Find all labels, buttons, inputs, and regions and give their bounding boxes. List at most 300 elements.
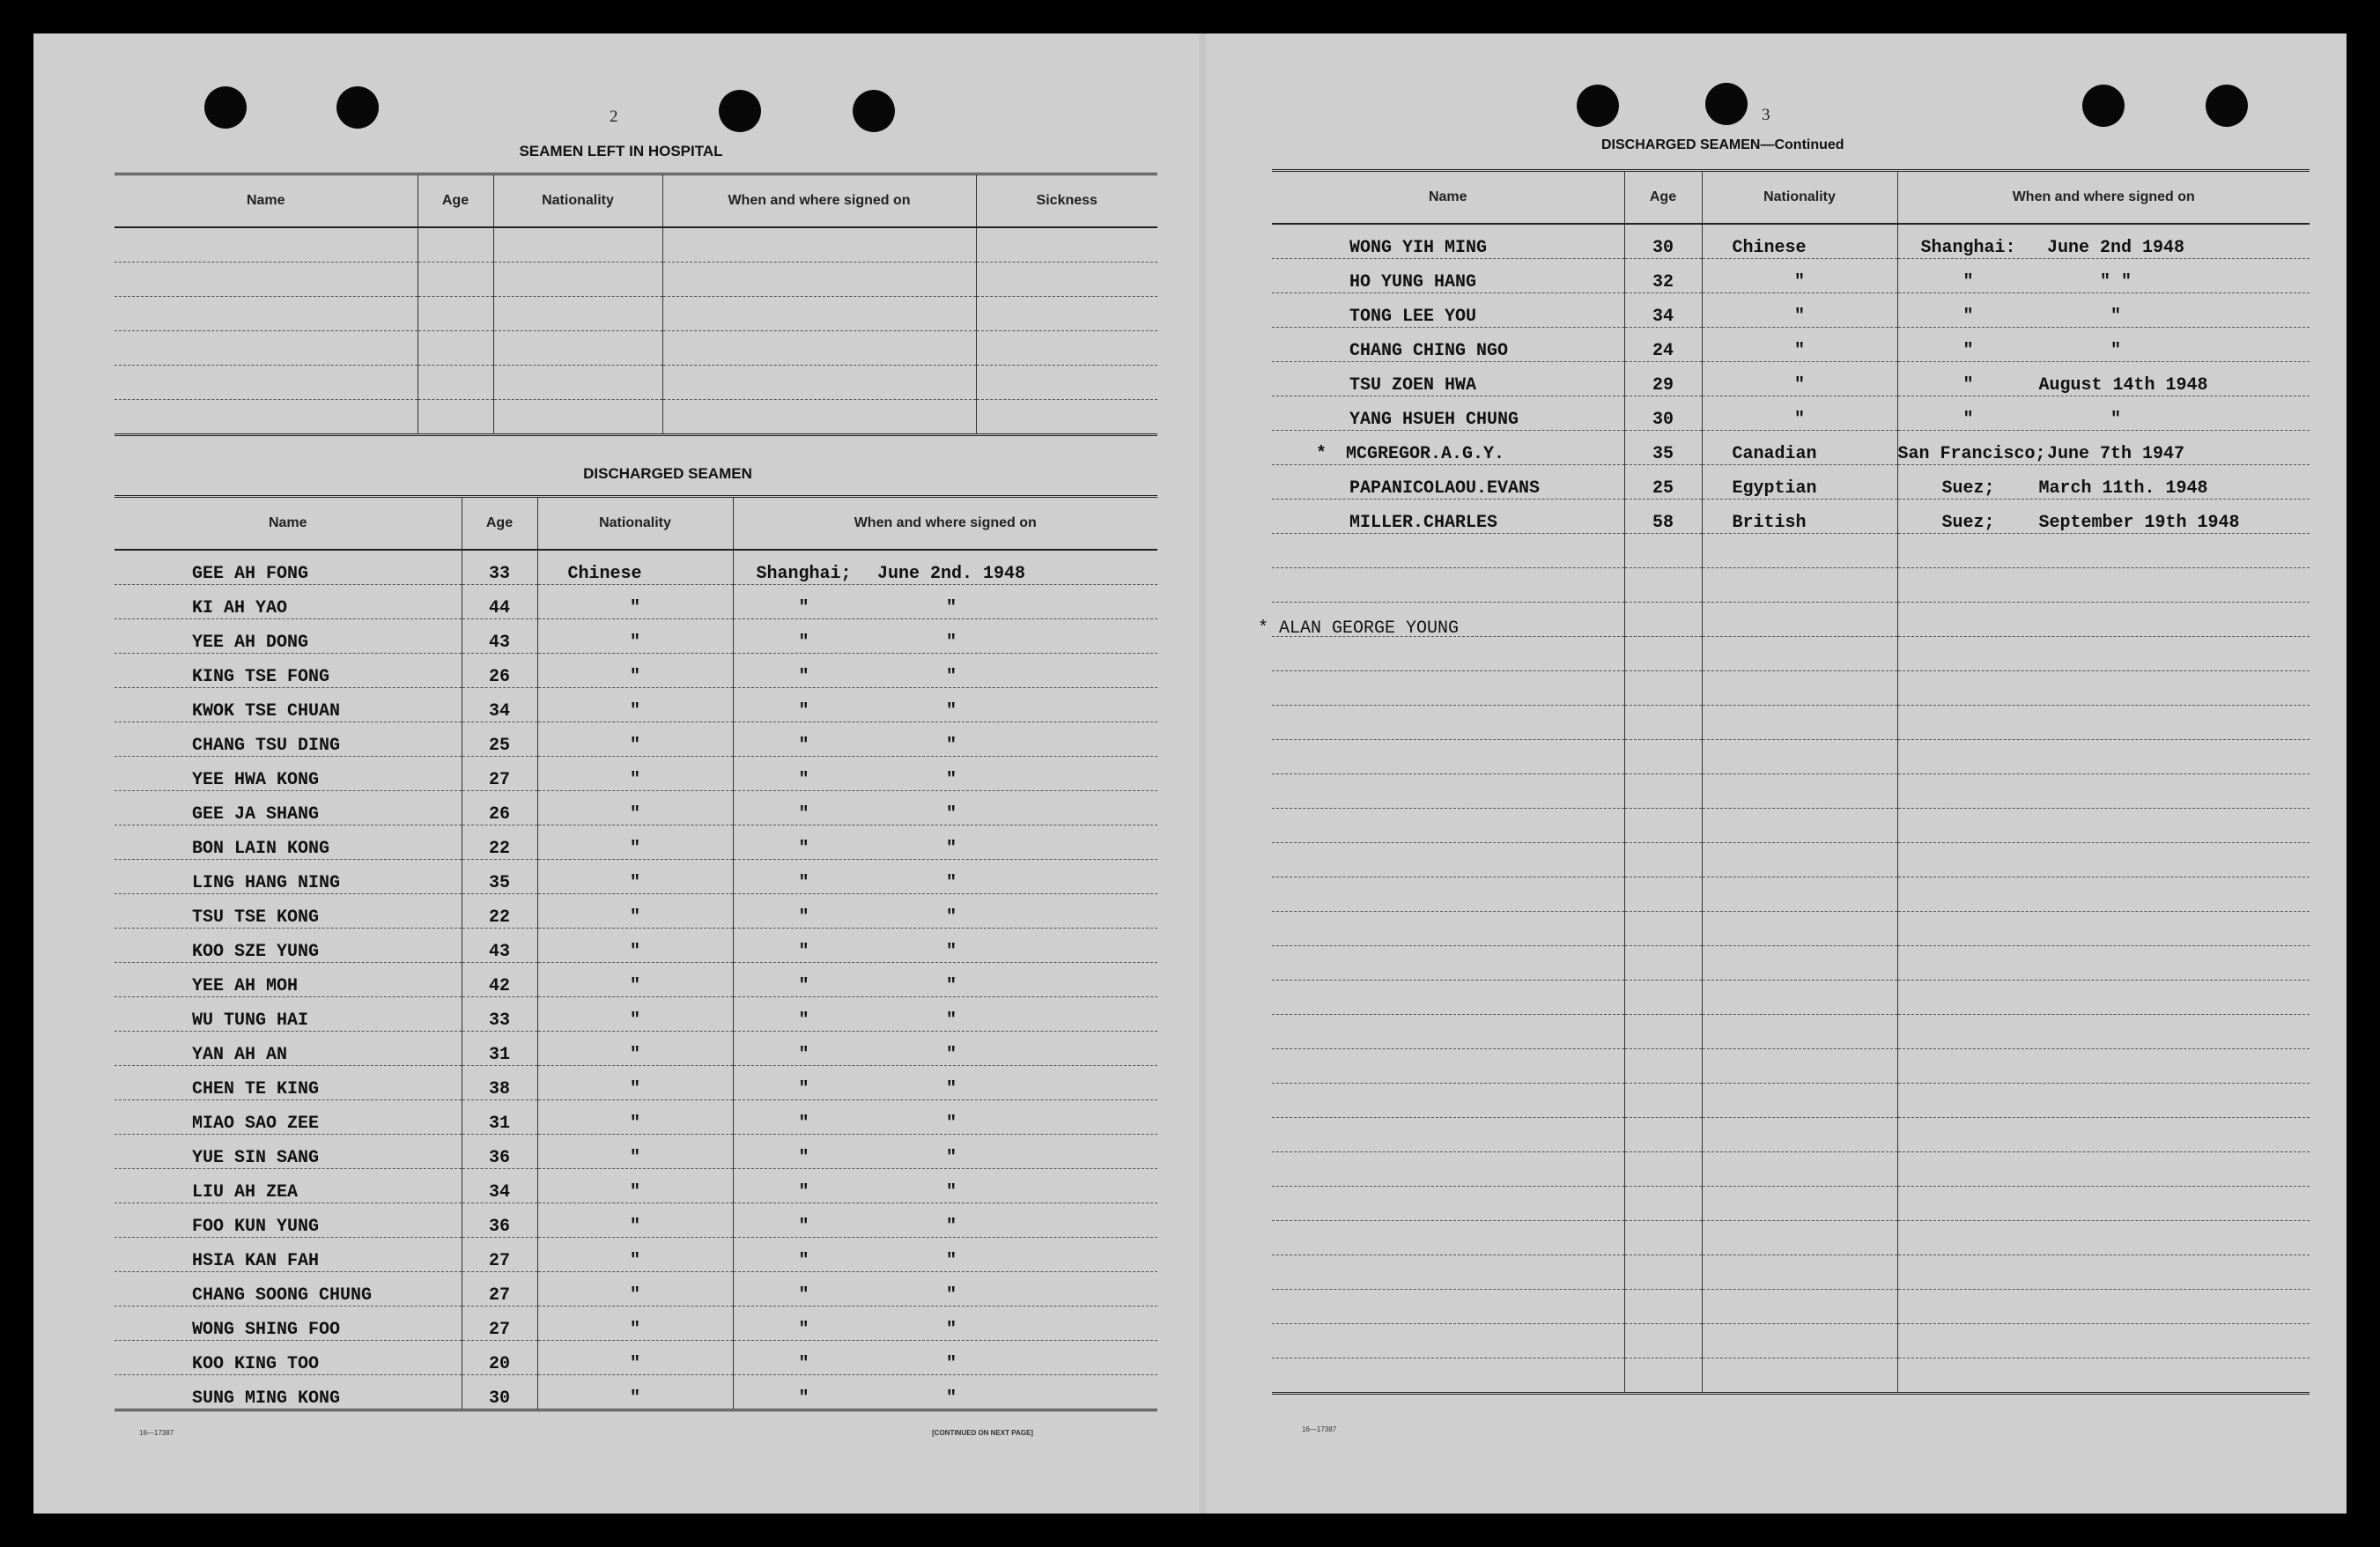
seaman-nationality: " xyxy=(537,619,733,654)
seaman-nationality: " xyxy=(537,1306,733,1341)
discharged-header-row xyxy=(115,497,1157,551)
seaman-name: SUNG MING KONG xyxy=(115,1375,462,1410)
empty-cell xyxy=(1897,1290,2310,1324)
empty-cell xyxy=(1897,603,2310,637)
page-number: 2 xyxy=(610,107,618,126)
seaman-nationality: " xyxy=(537,825,733,860)
empty-cell xyxy=(1624,1049,1702,1084)
col-header-name: Name xyxy=(1272,171,1624,225)
table-row xyxy=(1272,465,2310,500)
empty-row xyxy=(1272,981,2310,1015)
signed-on-place: Shanghai: xyxy=(1920,238,2016,258)
empty-row xyxy=(115,366,1157,400)
seaman-age: 44 xyxy=(462,585,537,619)
table-row xyxy=(1272,396,2310,431)
signed-on-cell xyxy=(733,929,1157,963)
discharged-table xyxy=(115,495,1157,1411)
signed-on-date: " xyxy=(2110,341,2121,361)
col-header-signed-on: When and where signed on xyxy=(662,174,976,228)
empty-cell xyxy=(1702,981,1897,1015)
seaman-age: 29 xyxy=(1624,362,1702,396)
empty-cell xyxy=(1702,1118,1897,1152)
punch-hole xyxy=(204,86,247,129)
empty-cell xyxy=(1272,1324,1624,1358)
seaman-age: 35 xyxy=(462,860,537,894)
signed-on-place: " xyxy=(1962,375,1974,396)
seaman-name: YUE SIN SANG xyxy=(115,1135,462,1169)
col-header-name: Name xyxy=(115,174,418,228)
signed-on-place: " xyxy=(798,1045,809,1065)
empty-cell xyxy=(1897,740,2310,774)
signed-on-date: " xyxy=(945,1388,957,1409)
page-fold xyxy=(1199,33,1206,1514)
seaman-name-cell xyxy=(1272,362,1624,396)
signed-on-date: " " xyxy=(2099,272,2132,292)
table-row xyxy=(115,619,1157,654)
empty-cell xyxy=(1272,877,1624,912)
document-sheet xyxy=(33,33,2347,1514)
col-header-age: Age xyxy=(1624,171,1702,225)
seaman-age: 34 xyxy=(1624,293,1702,328)
empty-cell xyxy=(1272,912,1624,946)
signed-on-place: " xyxy=(798,1251,809,1271)
seaman-name-cell xyxy=(1272,224,1624,259)
seaman-name: WONG YIH MING xyxy=(1349,238,1488,258)
empty-cell xyxy=(1272,1187,1624,1221)
table-row xyxy=(115,1135,1157,1169)
table-row xyxy=(1272,500,2310,534)
empty-cell xyxy=(1624,1255,1702,1290)
seaman-age: 22 xyxy=(462,894,537,929)
empty-row xyxy=(1272,1255,2310,1290)
signed-on-date: " xyxy=(945,1010,957,1031)
empty-cell xyxy=(1272,1221,1624,1255)
signed-on-date: September 19th 1948 xyxy=(2038,513,2240,533)
signed-on-place: " xyxy=(798,1320,809,1340)
seaman-name: KOO KING TOO xyxy=(115,1341,462,1375)
empty-row xyxy=(1272,1152,2310,1187)
signed-on-cell xyxy=(733,1375,1157,1410)
seaman-age: 27 xyxy=(462,1306,537,1341)
seaman-name: KWOK TSE CHUAN xyxy=(115,688,462,722)
seaman-age: 43 xyxy=(462,929,537,963)
asterisk-marker: * xyxy=(1316,444,1327,464)
table-row xyxy=(115,1066,1157,1100)
signed-on-place: Shanghai; xyxy=(756,564,852,584)
signed-on-date: " xyxy=(945,667,957,687)
empty-cell xyxy=(1702,877,1897,912)
empty-cell xyxy=(1272,1015,1624,1049)
empty-row xyxy=(1272,912,2310,946)
seaman-age: 33 xyxy=(462,997,537,1032)
seaman-name: WONG SHING FOO xyxy=(115,1306,462,1341)
table-row xyxy=(115,1341,1157,1375)
seaman-name: KOO SZE YUNG xyxy=(115,929,462,963)
empty-cell xyxy=(1272,1290,1624,1324)
signed-on-cell xyxy=(733,1272,1157,1306)
empty-cell xyxy=(1272,1049,1624,1084)
seaman-nationality: " xyxy=(1702,362,1897,396)
signed-on-cell xyxy=(1897,293,2310,328)
empty-row xyxy=(1272,706,2310,740)
empty-cell xyxy=(1897,1118,2310,1152)
table-row xyxy=(115,550,1157,585)
empty-cell xyxy=(1702,568,1897,603)
empty-row xyxy=(1272,1049,2310,1084)
seaman-age: 34 xyxy=(462,1169,537,1203)
signed-on-date: " xyxy=(945,1182,957,1203)
empty-cell xyxy=(1702,534,1897,568)
empty-row xyxy=(1272,809,2310,843)
seaman-nationality: Canadian xyxy=(1702,431,1897,465)
empty-row xyxy=(1272,671,2310,706)
seaman-nationality: " xyxy=(537,1375,733,1410)
seaman-name: PAPANICOLAOU.EVANS xyxy=(1349,478,1541,499)
seaman-nationality: " xyxy=(537,1066,733,1100)
seaman-age: 25 xyxy=(462,722,537,757)
signed-on-place: " xyxy=(1962,341,1974,361)
signed-on-place: " xyxy=(798,1079,809,1099)
signed-on-place: Suez; xyxy=(1941,513,1995,533)
signed-on-place: " xyxy=(798,942,809,962)
seaman-name: CHANG CHING NGO xyxy=(1349,341,1509,361)
signed-on-cell xyxy=(1897,224,2310,259)
signed-on-cell xyxy=(733,619,1157,654)
empty-cell xyxy=(1272,1152,1624,1187)
empty-row xyxy=(1272,1187,2310,1221)
table-row xyxy=(115,894,1157,929)
seaman-nationality: " xyxy=(537,1169,733,1203)
signed-on-place: " xyxy=(798,1388,809,1409)
signed-on-place: " xyxy=(798,701,809,722)
seaman-name-cell xyxy=(1272,431,1624,465)
seaman-name: HSIA KAN FAH xyxy=(115,1238,462,1272)
empty-cell xyxy=(1624,981,1702,1015)
seaman-age: 27 xyxy=(462,1272,537,1306)
signed-on-date: " xyxy=(945,633,957,653)
signed-on-cell xyxy=(733,1203,1157,1238)
empty-cell xyxy=(1702,603,1897,637)
signed-on-date: " xyxy=(945,1217,957,1237)
signed-on-date: " xyxy=(945,804,957,825)
signed-on-cell xyxy=(733,757,1157,791)
seaman-name: YAN AH AN xyxy=(115,1032,462,1066)
table-row xyxy=(115,722,1157,757)
empty-cell xyxy=(1624,946,1702,981)
signed-on-place: " xyxy=(1962,272,1974,292)
empty-cell xyxy=(1272,534,1624,568)
signed-on-date: June 7th 1947 xyxy=(2046,444,2185,464)
table-row xyxy=(1272,431,2310,465)
signed-on-date: " xyxy=(945,873,957,893)
hospital-section-title: SEAMEN LEFT IN HOSPITAL xyxy=(519,143,723,159)
seaman-age: 20 xyxy=(462,1341,537,1375)
seaman-name-cell xyxy=(1272,396,1624,431)
seaman-name: TSU ZOEN HWA xyxy=(1349,375,1477,396)
empty-cell xyxy=(1624,1084,1702,1118)
empty-cell xyxy=(1897,912,2310,946)
table-row xyxy=(115,1238,1157,1272)
signed-on-place: " xyxy=(1962,410,1974,430)
signed-on-cell xyxy=(733,585,1157,619)
empty-cell xyxy=(1702,1152,1897,1187)
empty-cell xyxy=(1624,877,1702,912)
signed-on-place: " xyxy=(798,1182,809,1203)
seaman-nationality: " xyxy=(537,791,733,825)
signed-on-date: " xyxy=(945,839,957,859)
empty-cell xyxy=(1272,568,1624,603)
empty-cell xyxy=(1624,603,1702,637)
seaman-nationality: " xyxy=(537,1272,733,1306)
footnote: * ALAN GEORGE YOUNG xyxy=(1258,618,1460,639)
empty-cell xyxy=(1702,1358,1897,1394)
empty-cell xyxy=(1897,671,2310,706)
table-row xyxy=(115,1272,1157,1306)
seaman-name: MILLER.CHARLES xyxy=(1349,513,1498,533)
signed-on-place: " xyxy=(798,1114,809,1134)
signed-on-cell xyxy=(1897,362,2310,396)
empty-cell xyxy=(1624,1324,1702,1358)
seaman-name: YEE AH DONG xyxy=(115,619,462,654)
empty-cell xyxy=(1702,740,1897,774)
seaman-name: CHEN TE KING xyxy=(115,1066,462,1100)
seaman-name: CHANG TSU DING xyxy=(115,722,462,757)
signed-on-place: " xyxy=(1962,307,1974,327)
signed-on-cell xyxy=(1897,328,2310,362)
signed-on-cell xyxy=(1897,500,2310,534)
punch-hole xyxy=(2082,85,2125,127)
seaman-nationality: " xyxy=(537,585,733,619)
empty-cell xyxy=(1624,912,1702,946)
seaman-nationality: " xyxy=(537,722,733,757)
seaman-nationality: Chinese xyxy=(1702,224,1897,259)
empty-cell xyxy=(1702,946,1897,981)
empty-cell xyxy=(1897,809,2310,843)
seaman-age: 36 xyxy=(462,1135,537,1169)
empty-cell xyxy=(1897,1187,2310,1221)
punch-hole xyxy=(1705,83,1748,125)
empty-cell xyxy=(1624,774,1702,809)
hospital-table xyxy=(115,173,1157,436)
signed-on-place: " xyxy=(798,1285,809,1306)
col-header-age: Age xyxy=(418,174,493,228)
empty-cell xyxy=(1897,534,2310,568)
signed-on-date: June 2nd. 1948 xyxy=(876,564,1026,584)
col-header-name: Name xyxy=(115,497,462,551)
seaman-name: YANG HSUEH CHUNG xyxy=(1349,410,1519,430)
empty-cell xyxy=(1702,809,1897,843)
table-row xyxy=(115,654,1157,688)
empty-cell xyxy=(1624,671,1702,706)
seaman-age: 26 xyxy=(462,791,537,825)
seaman-nationality: " xyxy=(537,1203,733,1238)
seaman-age: 26 xyxy=(462,654,537,688)
empty-cell xyxy=(1897,1255,2310,1290)
empty-cell xyxy=(1272,946,1624,981)
table-row xyxy=(115,929,1157,963)
empty-cell xyxy=(1897,1152,2310,1187)
signed-on-place: " xyxy=(798,976,809,996)
seaman-age: 58 xyxy=(1624,500,1702,534)
empty-cell xyxy=(1624,1290,1702,1324)
empty-cell xyxy=(1702,774,1897,809)
empty-cell xyxy=(1272,1255,1624,1290)
seaman-nationality: Egyptian xyxy=(1702,465,1897,500)
seaman-age: 33 xyxy=(462,550,537,585)
empty-cell xyxy=(1624,568,1702,603)
table-row xyxy=(115,1203,1157,1238)
seaman-age: 30 xyxy=(462,1375,537,1410)
seaman-nationality: " xyxy=(1702,259,1897,293)
empty-row xyxy=(115,400,1157,435)
seaman-nationality: Chinese xyxy=(537,550,733,585)
seaman-name: LIU AH ZEA xyxy=(115,1169,462,1203)
signed-on-cell xyxy=(733,1306,1157,1341)
signed-on-date: " xyxy=(945,942,957,962)
signed-on-cell xyxy=(733,1066,1157,1100)
seaman-age: 27 xyxy=(462,1238,537,1272)
seaman-name: MCGREGOR.A.G.Y. xyxy=(1346,444,1505,464)
signed-on-cell xyxy=(1897,259,2310,293)
empty-cell xyxy=(1897,568,2310,603)
empty-cell xyxy=(1702,1187,1897,1221)
empty-cell xyxy=(1897,706,2310,740)
seaman-age: 22 xyxy=(462,825,537,860)
signed-on-cell xyxy=(733,1341,1157,1375)
empty-cell xyxy=(1272,981,1624,1015)
seaman-age: 31 xyxy=(462,1100,537,1135)
table-row xyxy=(115,1169,1157,1203)
signed-on-date: " xyxy=(945,907,957,928)
empty-cell xyxy=(1624,534,1702,568)
table-row xyxy=(115,791,1157,825)
seaman-age: 32 xyxy=(1624,259,1702,293)
signed-on-place: " xyxy=(798,736,809,756)
signed-on-cell xyxy=(733,894,1157,929)
col-header-nationality: Nationality xyxy=(493,174,662,228)
seaman-age: 25 xyxy=(1624,465,1702,500)
signed-on-cell xyxy=(733,654,1157,688)
empty-cell xyxy=(1897,1015,2310,1049)
empty-cell xyxy=(1624,1221,1702,1255)
signed-on-place: " xyxy=(798,598,809,618)
empty-cell xyxy=(1897,1324,2310,1358)
table-row xyxy=(115,997,1157,1032)
seaman-nationality: " xyxy=(537,997,733,1032)
signed-on-cell xyxy=(733,550,1157,585)
seaman-age: 24 xyxy=(1624,328,1702,362)
seaman-nationality: " xyxy=(537,1238,733,1272)
signed-on-date: " xyxy=(945,1251,957,1271)
table-row xyxy=(1272,362,2310,396)
col-header-signed-on: When and where signed on xyxy=(1897,171,2310,225)
punch-hole xyxy=(336,86,379,129)
table-row xyxy=(1272,224,2310,259)
empty-cell xyxy=(1624,1015,1702,1049)
page-number: 3 xyxy=(1762,106,1770,124)
seaman-name: MIAO SAO ZEE xyxy=(115,1100,462,1135)
seaman-name: GEE JA SHANG xyxy=(115,791,462,825)
signed-on-place: " xyxy=(798,1148,809,1168)
signed-on-date: " xyxy=(945,1148,957,1168)
signed-on-place: " xyxy=(798,1010,809,1031)
signed-on-cell xyxy=(733,1032,1157,1066)
seaman-name: KING TSE FONG xyxy=(115,654,462,688)
empty-cell xyxy=(1272,1118,1624,1152)
signed-on-date: " xyxy=(945,1285,957,1306)
signed-on-date: " xyxy=(2110,410,2121,430)
seaman-nationality: " xyxy=(537,654,733,688)
empty-cell xyxy=(1702,637,1897,671)
signed-on-place: " xyxy=(798,873,809,893)
signed-on-cell xyxy=(1897,465,2310,500)
empty-row xyxy=(115,297,1157,331)
signed-on-place: " xyxy=(798,1217,809,1237)
empty-row xyxy=(1272,740,2310,774)
signed-on-place: " xyxy=(798,667,809,687)
empty-cell xyxy=(1702,1324,1897,1358)
empty-row xyxy=(1272,1324,2310,1358)
signed-on-cell xyxy=(733,997,1157,1032)
continued-note: [CONTINUED ON NEXT PAGE] xyxy=(932,1429,1033,1437)
empty-cell xyxy=(1272,843,1624,877)
empty-cell xyxy=(1702,706,1897,740)
signed-on-cell xyxy=(733,825,1157,860)
empty-cell xyxy=(1272,740,1624,774)
empty-cell xyxy=(1272,637,1624,671)
empty-cell xyxy=(1702,843,1897,877)
signed-on-date: " xyxy=(945,770,957,790)
col-header-nationality: Nationality xyxy=(537,497,733,551)
table-row xyxy=(115,963,1157,997)
empty-cell xyxy=(1272,1358,1624,1394)
signed-on-cell xyxy=(733,1135,1157,1169)
discharged-continued-header-row xyxy=(1272,171,2310,225)
signed-on-cell xyxy=(1897,396,2310,431)
empty-row xyxy=(1272,568,2310,603)
table-row xyxy=(1272,293,2310,328)
discharged-continued-title: DISCHARGED SEAMEN—Continued xyxy=(1601,137,1844,152)
signed-on-date: " xyxy=(945,1354,957,1374)
seaman-nationality: " xyxy=(537,1341,733,1375)
seaman-age: 36 xyxy=(462,1203,537,1238)
empty-row xyxy=(115,227,1157,263)
discharged-continued-table xyxy=(1272,169,2310,1395)
signed-on-date: " xyxy=(945,1320,957,1340)
empty-cell xyxy=(1624,706,1702,740)
col-header-sickness: Sickness xyxy=(976,174,1157,228)
empty-cell xyxy=(1897,637,2310,671)
empty-cell xyxy=(1897,877,2310,912)
seaman-age: 43 xyxy=(462,619,537,654)
empty-cell xyxy=(1702,1049,1897,1084)
empty-cell xyxy=(1624,1152,1702,1187)
punch-hole xyxy=(1577,85,1619,127)
empty-row xyxy=(1272,1358,2310,1394)
seaman-age: 34 xyxy=(462,688,537,722)
punch-hole xyxy=(2206,85,2248,127)
empty-cell xyxy=(1624,1118,1702,1152)
signed-on-place: " xyxy=(798,633,809,653)
punch-hole xyxy=(853,90,895,132)
signed-on-date: " xyxy=(945,1045,957,1065)
signed-on-date: " xyxy=(945,701,957,722)
empty-row xyxy=(1272,946,2310,981)
signed-on-place: " xyxy=(798,907,809,928)
empty-row xyxy=(1272,534,2310,568)
empty-cell xyxy=(1897,774,2310,809)
empty-row xyxy=(1272,1290,2310,1324)
